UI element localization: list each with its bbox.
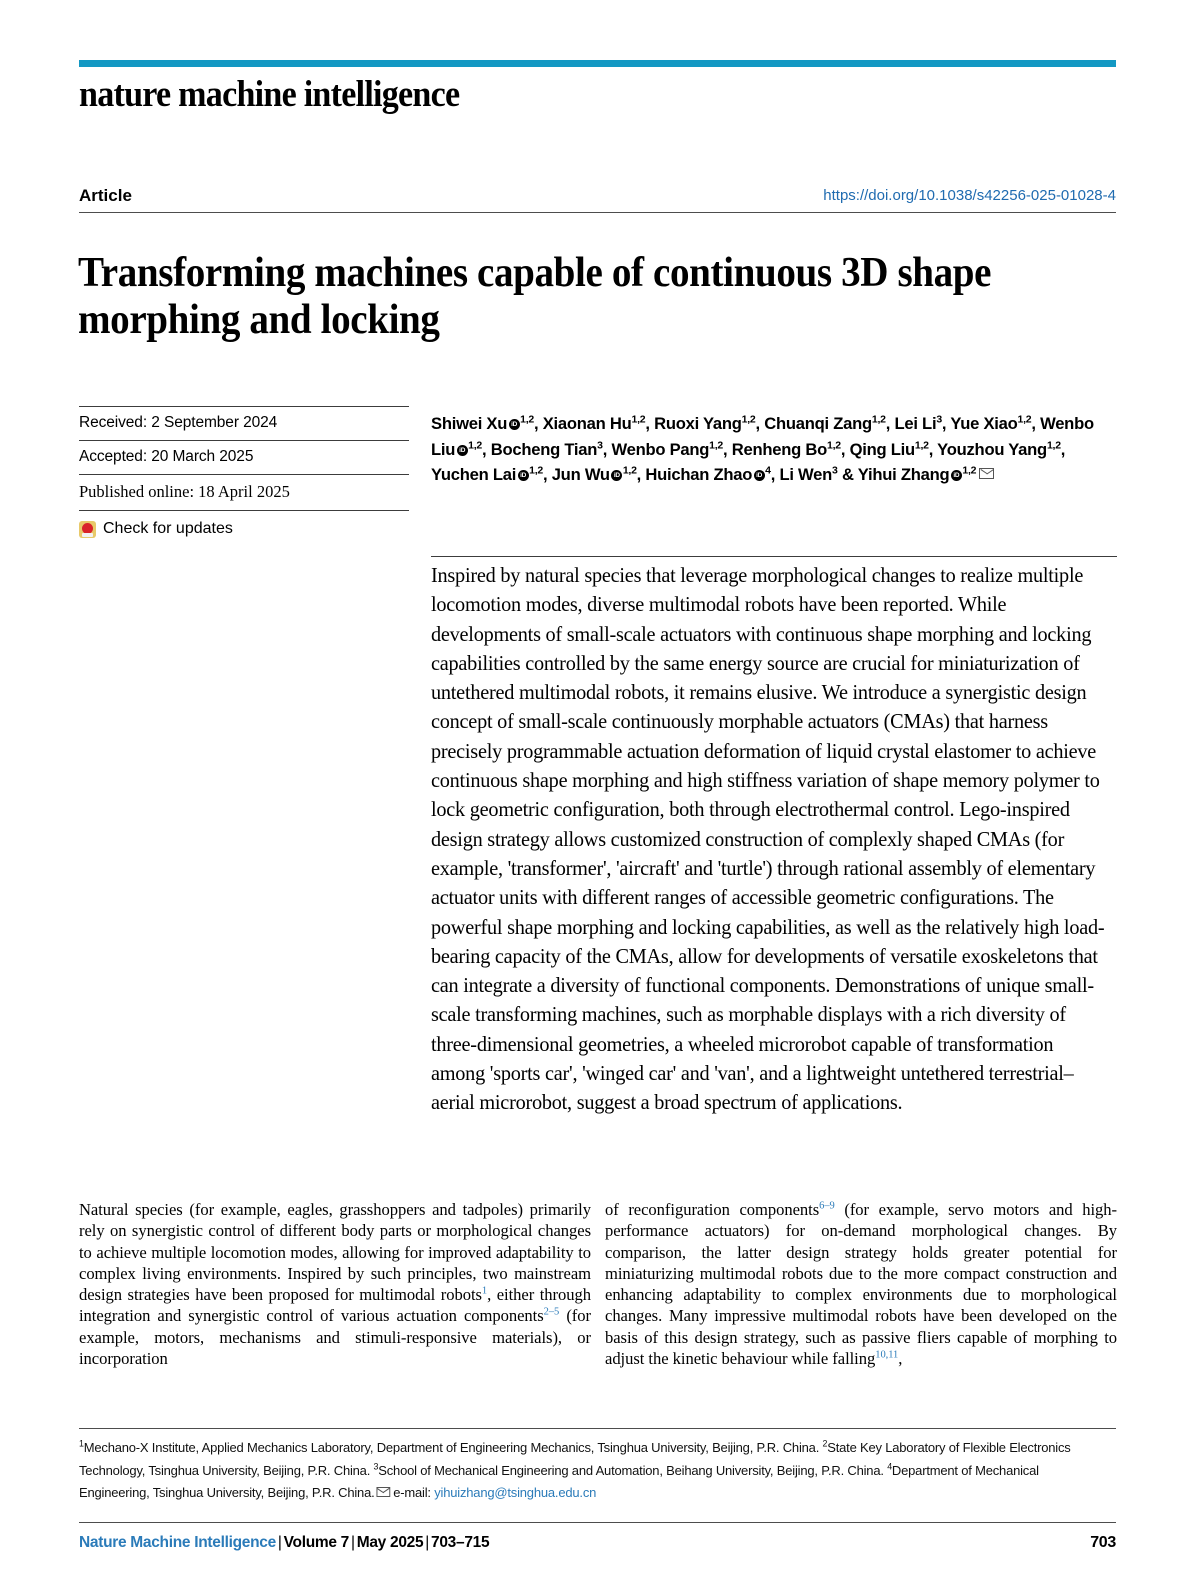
page-title: Transforming machines capable of continuous 3D shape morphing and locking <box>78 250 992 344</box>
author-affiliation-marker: 3 <box>597 438 603 451</box>
footer-citation: Nature Machine Intelligence | Volume 7 | May 2025 | 703–715 <box>79 1534 490 1551</box>
author-affiliation-marker: 1,2 <box>709 438 724 451</box>
footer-date: May 2025 <box>356 1534 424 1551</box>
accepted-date: Accepted: 20 March 2025 <box>79 440 409 474</box>
check-for-updates-label: Check for updates <box>103 520 233 537</box>
author-name: Lei Li <box>894 414 937 433</box>
article-type-label: Article <box>79 186 132 205</box>
author-affiliation-marker: 3 <box>936 413 942 426</box>
abstract: Inspired by natural species that leverage morphological changes to realize multiple locomotion modes, diverse multimodal robots have been reported. While developments of small-scale actuators with continuous shape morphing and locking capabilities controlled by the same energy source are crucial for miniaturization of untethered multimodal robots, it remains elusive. We introduce a synergistic design concept of small-scale continuously morphable actuators (CMAs) that harness precisely programmable actuation deformation of liquid crystal elastomer to achieve continuous shape morphing and high stiffness variation of shape memory polymer to lock geometric configuration, both through electrothermal control. Lego-inspired design strategy allows customized construction of complexly shaped CMAs (for example, 'transformer', 'aircraft' and 'turtle') through rational assembly of elementary actuator units with different ranges of accessible geometric configurations. The powerful shape morphing and locking capabilities, as well as the relatively high load-bearing capacity of the CMAs, allow for developments of versatile exoskeletons that can integrate a diversity of functional components. Demonstrations of unique small-scale transforming machines, such as morphable displays with a rich diversity of three-dimensional geometries, a wheeled microrobot capable of transformation among 'sports car', 'winged car' and 'van', and a lightweight untethered terrestrial–aerial microrobot, suggest a broad spectrum of applications. <box>431 565 1105 1115</box>
author-affiliation-marker: 1,2 <box>631 413 646 426</box>
check-for-updates[interactable] <box>79 510 409 538</box>
author-name: Xiaonan Hu <box>542 414 632 433</box>
doi-link[interactable]: https://doi.org/10.1038/s42256-025-01028-4 <box>823 187 1116 204</box>
author-affiliation-marker: 1,2 <box>826 438 841 451</box>
envelope-icon <box>376 1487 390 1498</box>
author-affiliation-marker: 1,2 <box>520 413 534 426</box>
author-affiliation-marker: 3 <box>832 464 838 477</box>
author-name: Huichan Zhao <box>645 465 753 484</box>
email-label: e-mail: <box>393 1485 431 1500</box>
author-affiliation-marker: 1,2 <box>741 413 756 426</box>
author-name: Yuchen Lai <box>431 465 517 484</box>
affiliations-divider <box>79 1428 1116 1429</box>
orcid-icon[interactable] <box>509 419 520 430</box>
author-name: Chuanqi Zang <box>764 414 872 433</box>
author-affiliation-marker: 4 <box>765 464 771 477</box>
author-affiliation-marker: 1,2 <box>914 438 929 451</box>
affiliations-text: $^1$Mechano-X Institute, Applied Mechanics Laboratory, Department of Engineering Mechanics, Tsinghua University, Beijing, P.R. China. $^2$State Key Laboratory of Flexible Electronics Technology, Tsinghua University, Beijing, P.R. China. $^3$School of Mechanical Engineering and Automation, Beihang University, Beijing, P.R. China. $^4$Department of Mechanical Engineering, Tsinghua University, Beijing, P.R. China. <box>79 1438 1071 1500</box>
orcid-icon[interactable] <box>611 470 622 481</box>
body-column-right: of reconfiguration components$^{6-9}$ (for example, servo motors and high-performance actuators) for on-demand morphological changes. By comparison, the latter design strategy holds greater potential for miniaturizing multimodal robots due to the more compact construction and enhancing adaptability to complex environments due to morphological changes. Many impressive multimodal robots have been developed on the basis of this design strategy, such as passive fliers capable of morphing to adjust the kinetic behaviour while falling$^{10,11}$, <box>605 1200 1117 1369</box>
published-date: Published online: 18 April 2025 <box>79 474 409 510</box>
author-name: Jun Wu <box>551 465 610 484</box>
author-name: Yihui Zhang <box>857 465 950 484</box>
author-affiliation-marker: 1,2 <box>622 464 637 477</box>
publication-history <box>79 406 409 538</box>
author-name: Renheng Bo <box>731 439 827 459</box>
author-name: Wenbo Pang <box>611 439 710 459</box>
footer-journal-name: Nature Machine Intelligence <box>79 1534 276 1551</box>
footer-pages: 703–715 <box>431 1534 490 1551</box>
page-footer <box>79 1534 1116 1552</box>
envelope-icon[interactable] <box>979 468 994 479</box>
author-affiliation-marker: 1,2 <box>871 413 886 426</box>
author-name: Bocheng Tian <box>490 439 598 459</box>
author-name: Shiwei Xu <box>431 414 508 433</box>
received-date: Received: 2 September 2024 <box>79 406 409 440</box>
corresponding-email-link[interactable]: yihuizhang@tsinghua.edu.cn <box>434 1485 597 1500</box>
footer-volume: Volume 7 <box>283 1534 350 1551</box>
author-list: Shiwei Xu iD $^{1,2}$, Xiaonan Hu$^{1,2}$, Ruoxi Yang$^{1,2}$, Chuanqi Zang$^{1,2}$, Lei Li$^3$, Yue Xiao$^{1,2}$, Wenbo Liu iD $^{1,2}$, Bocheng Tian$^3$, Wenbo Pang$^{1,2}$, Renheng Bo$^{1,2}$, Qing Liu$^{1,2}$, Youzhou Yang$^{1,2}$, Yuchen Lai iD $^{1,2}$, Jun Wu iD $^{1,2}$, Huichan Zhao iD $^4$, Li Wen$^3$ & Yihui Zhang iD $^{1,2}$ <box>431 411 1121 488</box>
author-affiliation-marker: 1,2 <box>1046 438 1061 451</box>
orcid-icon[interactable] <box>951 470 962 481</box>
author-name: Youzhou Yang <box>937 439 1047 459</box>
author-name: Qing Liu <box>849 439 915 459</box>
abstract-divider <box>431 556 1117 557</box>
journal-masthead: nature machine intelligence <box>79 74 460 115</box>
journal-accent-bar <box>79 60 1116 67</box>
author-name: Ruoxi Yang <box>654 414 742 433</box>
orcid-icon[interactable] <box>518 470 529 481</box>
author-affiliation-marker: 1,2 <box>1017 413 1032 426</box>
author-affiliation-marker: 1,2 <box>529 464 543 477</box>
author-name: Li Wen <box>779 465 833 484</box>
author-affiliation-marker: 1,2 <box>962 464 977 477</box>
orcid-icon[interactable] <box>754 470 765 481</box>
header-divider <box>79 212 1116 213</box>
body-column-left: Natural species (for example, eagles, grasshoppers and tadpoles) primarily rely on synergistic control of different body parts or morphological changes to achieve multiple locomotion modes, allowing for improved adaptability to complex living environments. Inspired by such principles, two mainstream design strategies have been proposed for multimodal robots$^1$, either through integration and synergistic control of various actuation components$^{2-5}$ (for example, motors, mechanisms and stimuli-responsive materials), or incorporation <box>79 1200 591 1369</box>
orcid-icon[interactable] <box>457 445 468 456</box>
author-affiliation-marker: 1,2 <box>468 438 482 451</box>
crossmark-icon <box>79 521 96 538</box>
affiliations <box>79 1437 1103 1505</box>
page-number: 703 <box>1090 1534 1116 1551</box>
footer-divider <box>79 1522 1116 1523</box>
author-name: Yue Xiao <box>950 414 1018 433</box>
author-name: Wenbo Liu <box>431 414 1094 459</box>
